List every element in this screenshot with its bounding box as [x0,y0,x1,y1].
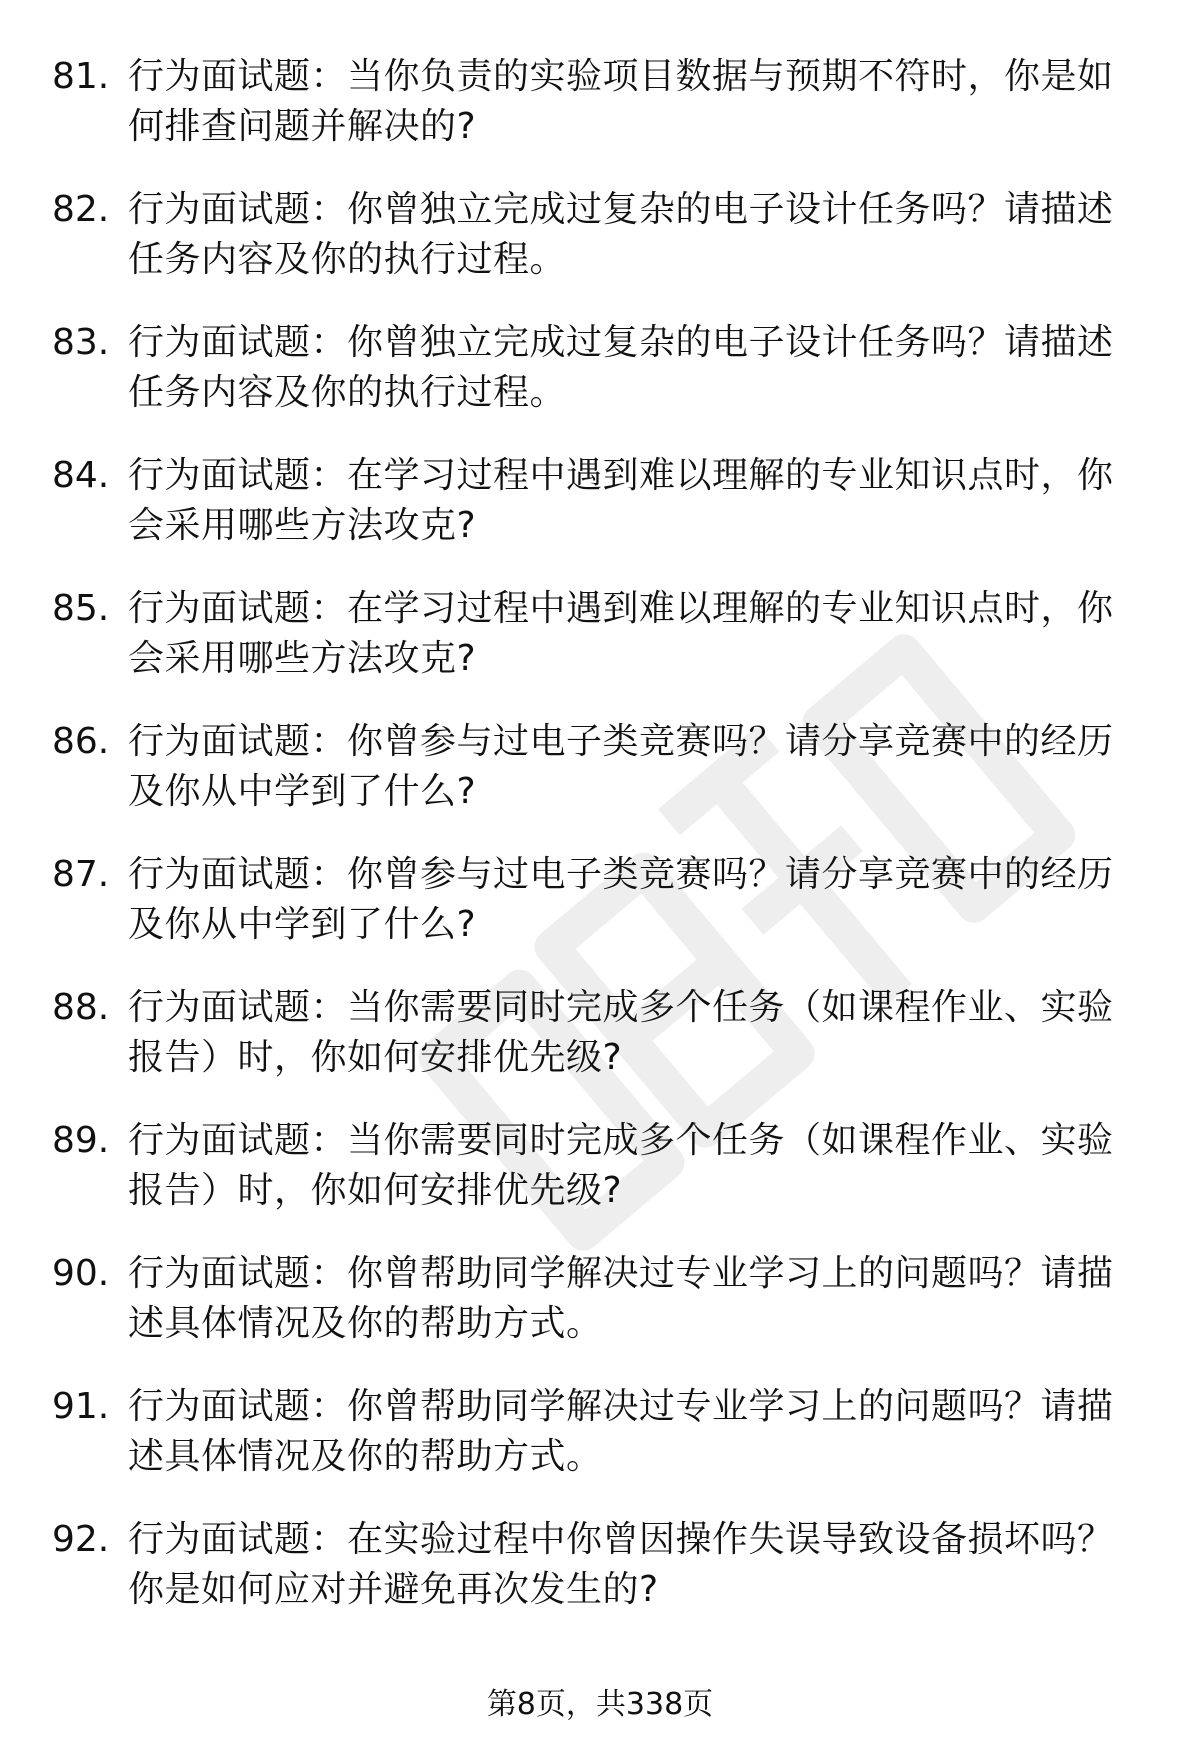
question-item [0,717,1200,850]
question-text: 行为面试题：你曾帮助同学解决过专业学习上的问题吗？请描述具体情况及你的帮助方式。 [128,1386,1114,1477]
question-number: 85. [52,588,110,629]
question-number: 88. [52,987,110,1028]
question-text: 行为面试题：在学习过程中遇到难以理解的专业知识点时，你会采用哪些方法攻克? [128,455,1114,546]
question-text: 行为面试题：在实验过程中你曾因操作失误导致设备损坏吗？你是如何应对并避免再次发生的? [128,1519,1114,1610]
question-text: 行为面试题：当你负责的实验项目数据与预期不符时，你是如何排查问题并解决的? [128,56,1114,147]
question-item [0,584,1200,717]
question-list [0,52,1200,1648]
question-number: 90. [52,1253,110,1294]
question-text: 行为面试题：在学习过程中遇到难以理解的专业知识点时，你会采用哪些方法攻克? [128,588,1114,679]
question-text: 行为面试题：你曾独立完成过复杂的电子设计任务吗？请描述任务内容及你的执行过程。 [128,189,1114,280]
question-item [0,1515,1200,1648]
question-text: 行为面试题：你曾参与过电子类竞赛吗？请分享竞赛中的经历及你从中学到了什么? [128,854,1114,945]
question-item [0,318,1200,451]
question-item [0,1249,1200,1382]
question-item [0,185,1200,318]
question-number: 82. [52,189,110,230]
question-number: 87. [52,854,110,895]
question-text: 行为面试题：你曾独立完成过复杂的电子设计任务吗？请描述任务内容及你的执行过程。 [128,322,1114,413]
question-number: 89. [52,1120,110,1161]
question-number: 92. [52,1519,110,1560]
question-item [0,1116,1200,1249]
question-item [0,850,1200,983]
question-text: 行为面试题：当你需要同时完成多个任务（如课程作业、实验报告）时，你如何安排优先级? [128,1120,1114,1211]
question-number: 81. [52,56,110,97]
question-item [0,451,1200,584]
question-number: 86. [52,721,110,762]
question-number: 91. [52,1386,110,1427]
question-item [0,1382,1200,1515]
page-footer [0,1685,1200,1725]
question-item [0,983,1200,1116]
question-text: 行为面试题：当你需要同时完成多个任务（如课程作业、实验报告）时，你如何安排优先级? [128,987,1114,1078]
page-number-label: 第8页，共338页 [486,1687,714,1722]
question-number: 84. [52,455,110,496]
question-number: 83. [52,322,110,363]
question-text: 行为面试题：你曾参与过电子类竞赛吗？请分享竞赛中的经历及你从中学到了什么? [128,721,1114,812]
question-item [0,52,1200,185]
question-text: 行为面试题：你曾帮助同学解决过专业学习上的问题吗？请描述具体情况及你的帮助方式。 [128,1253,1114,1344]
